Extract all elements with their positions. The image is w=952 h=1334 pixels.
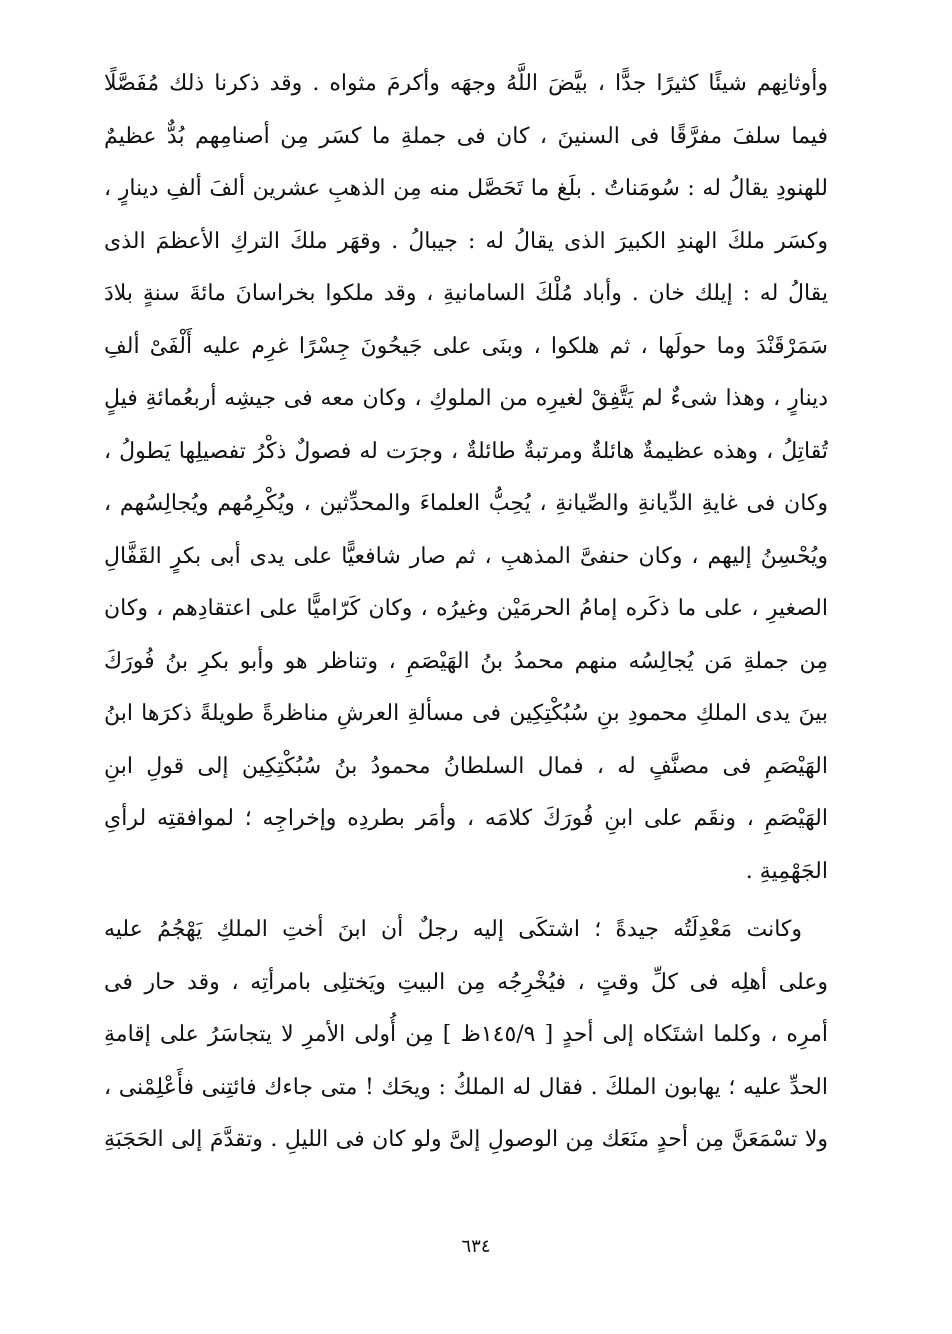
text-line: الهَيْصَمِ ، ونقَم على ابنِ فُورَكَ كلامَه ، وأمَر بطردِه وإخراجِه ؛ لموافقتِه لرأىِ bbox=[104, 806, 828, 831]
text-line: ويُحْسِنُ إليهم ، وكان حنفىَّ المذهبِ ، ثم صار شافعيًّا على يدى أبى بكرٍ القَفَّالِ bbox=[104, 543, 828, 569]
text-line: مِن جملةِ مَن يُجالِسُه منهم محمدُ بنُ الهَيْصَمِ ، وتناظر هو وأبو بكرِ بنُ فُورَكَ bbox=[104, 648, 828, 674]
text-line: أمرِه ، وكلما اشتَكاه إلى أحدٍ [ ١٤٥/٩ظ ] مِن أُولى الأمرِ لا يتجاسَرُ على إقامةِ bbox=[104, 1022, 828, 1047]
text-line: الجَهْمِيةِ . bbox=[745, 858, 828, 884]
text-line: فيما سلفَ مفرَّقًا فى السنينَ ، كان فى جملةِ ما كسَر مِن أصنامِهم بُدٌّ عظيمٌ bbox=[104, 123, 828, 149]
text-line: الصغيرِ ، على ما ذكَره إمامُ الحرمَيْن وغيرُه ، وكان كَرّاميًّا على اعتقادِهم ، وكان bbox=[104, 596, 828, 621]
text-line: الهَيْصَمِ فى مصنَّفٍ له ، فمال السلطانُ محمودُ بنُ سُبُكْتِكِين إلى قولِ ابنِ bbox=[104, 753, 828, 779]
paragraph-2 bbox=[104, 904, 828, 1167]
text-line: وعلى أهلِه فى كلِّ وقتٍ ، فيُخْرِجُه مِن البيتِ ويَختلِى بامرأتِه ، وقد حار فى bbox=[104, 969, 828, 995]
text-line: وأوثانِهم شيئًا كثيرًا جدًّا ، بيَّضَ اللَّهُ وجهَه وأكرمَ مثواه . وقد ذكرنا ذلك مُفَصَّلًا bbox=[104, 71, 828, 96]
text-line: تُقاتِلُ ، وهذه عظيمةٌ هائلةٌ ومرتبةٌ طائلةٌ ، وجرَت له فصولٌ ذكْرُ تفصيلِها يَطولُ ، bbox=[104, 438, 828, 464]
text-line: الحدِّ عليه ؛ يهابون الملكَ . فقال له الملكُ : ويحَك ! متى جاءك فائتِنى فأَعْلِمْنى ، bbox=[104, 1074, 828, 1100]
paragraph-1 bbox=[104, 58, 828, 898]
text-line: للهنودِ يقالُ له : سُومَناتُ . بلَغ ما تَحَصَّل منه مِن الذهبِ عشرين ألفَ ألفِ دينارٍ ، bbox=[104, 176, 828, 201]
text-line: وكسَر ملكَ الهندِ الكبيرَ الذى يقالُ له : جيبالُ . وقهَر ملكَ التركِ الأعظمَ الذى bbox=[104, 228, 828, 254]
text-line: يقالُ له : إيلك خان . وأباد مُلْكَ السامانيةِ ، وقد ملكوا بخراسانَ مائةَ سنةٍ بلادَ bbox=[104, 281, 828, 306]
page-number: ٦٣٤ bbox=[461, 1236, 491, 1257]
text-line: سَمَرْقَنْدَ وما حولَها ، ثم هلكوا ، وبنَى على جَيحُونَ جِسْرًا غرِم عليه أَلْفَىْ ألفِ bbox=[104, 333, 828, 359]
text-line: دينارٍ ، وهذا شىءٌ لم يَتَّفِقْ لغيرِه من الملوكِ ، وكان معه فى جيشِه أربعُمائةِ فيلٍ bbox=[104, 386, 828, 411]
text-line: وكان فى غايةِ الدِّيانةِ والصِّيانةِ ، يُحِبُّ العلماءَ والمحدِّثين ، ويُكْرِمُهم ويُجالِسُهم ، bbox=[104, 491, 828, 516]
text-line: بينَ يدى الملكِ محمودِ بنِ سُبُكْتِكِين فى مسألةِ العرشِ مناظرةً طويلةً ذكرَها ابنُ bbox=[104, 701, 828, 726]
text-line: وكانت مَعْدِلَتُه جيدةً ؛ اشتكَى إليه رجلٌ أن ابنَ أختِ الملكِ يَهْجُمُ عليه bbox=[104, 917, 802, 942]
text-line: ولا تسْمَعَنَّ مِن أحدٍ منَعَك مِن الوصولِ إلىَّ ولو كان فى الليلِ . وتقدَّمَ إلى الحَجَبَةِ bbox=[104, 1127, 828, 1152]
